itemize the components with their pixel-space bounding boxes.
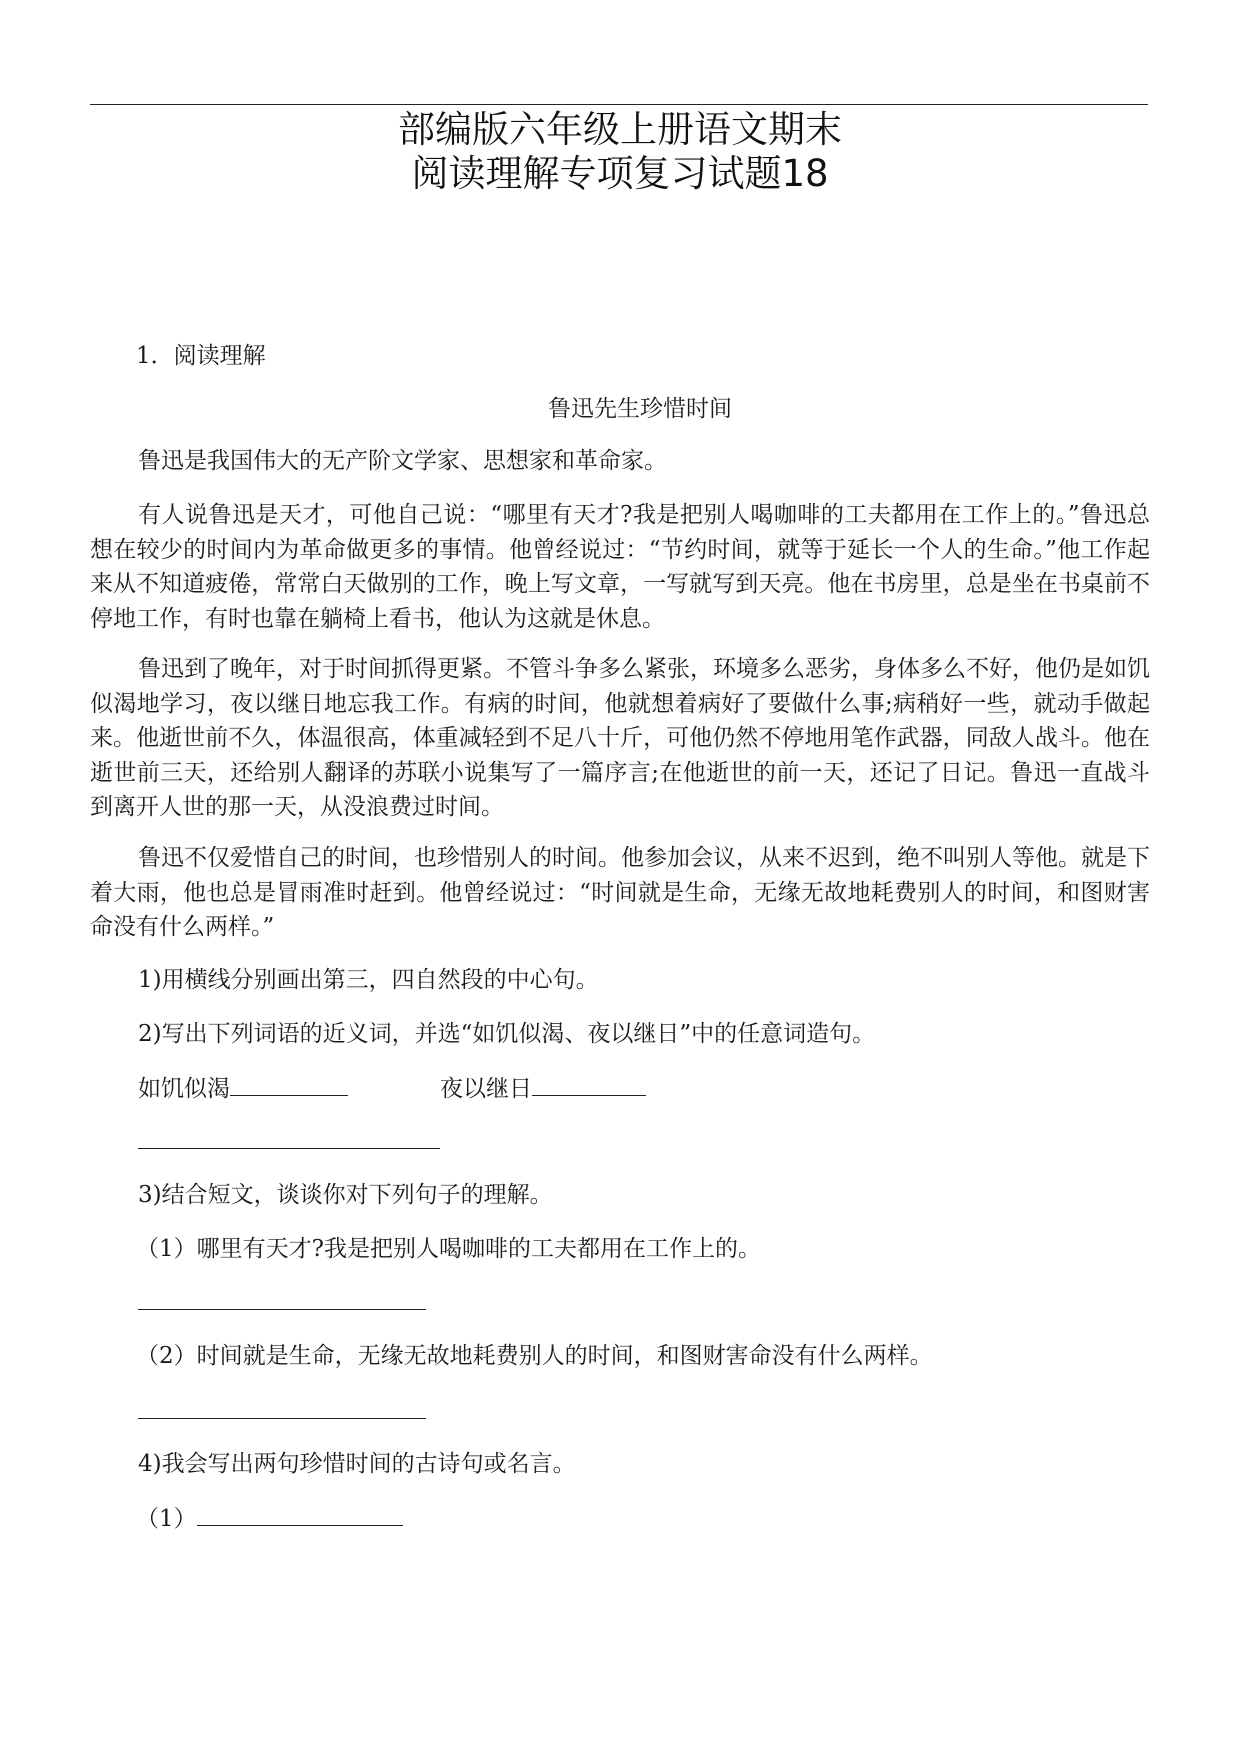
question-4: 4)我会写出两句珍惜时间的古诗句或名言。 — [138, 1451, 576, 1477]
passage-paragraph-4: 鲁迅不仅爱惜自己的时间，也珍惜别人的时间。他参加会议，从来不迟到，绝不叫别人等他。就是下着大雨，他也总是冒雨准时赶到。他曾经说过：“时间就是生命，无缘无故地耗费别人的时间，和图财害命没有什么两样。” — [90, 845, 1150, 940]
passage-paragraph-2: 有人说鲁迅是天才，可他自己说：“哪里有天才?我是把别人喝咖啡的工夫都用在工作上的。”鲁迅总想在较少的时间内为革命做更多的事情。他曾经说过：“节约时间，就等于延长一个人的生命。”他工作起来从不知道疲倦，常常白天做别的工作，晚上写文章，一写就写到天亮。他在书房里，总是坐在书桌前不停地工作，有时也靠在躺椅上看书，他认为这就是休息。 — [90, 502, 1150, 632]
question-4-sub-1 — [136, 1503, 403, 1534]
question-3-sub-1: （1）哪里有天才?我是把别人喝咖啡的工夫都用在工作上的。 — [136, 1236, 761, 1262]
section-heading — [136, 341, 266, 371]
question-2: 2)写出下列词语的近义词，并选“如饥似渴、夜以继日”中的任意词造句。 — [138, 1021, 876, 1047]
q3-sub-2-answer-blank[interactable] — [138, 1396, 426, 1419]
question-3: 3)结合短文，谈谈你对下列句子的理解。 — [138, 1182, 553, 1208]
q2-word-1 — [138, 1073, 348, 1104]
q2-word-2-answer-blank[interactable] — [532, 1073, 646, 1096]
q3-sub-1-answer-blank[interactable] — [138, 1287, 426, 1310]
q2-sentence-answer-blank[interactable] — [138, 1126, 440, 1149]
q2-word-2-label: 夜以继日 — [440, 1076, 532, 1102]
q4-sub-1-answer-blank[interactable] — [197, 1503, 403, 1526]
section-label: 阅读理解 — [173, 343, 266, 369]
page-title-line-1: 部编版六年级上册语文期末 — [398, 108, 842, 151]
q2-word-1-answer-blank[interactable] — [230, 1073, 348, 1096]
passage-paragraph-3: 鲁迅到了晚年，对于时间抓得更紧。不管斗争多么紧张，环境多么恶劣，身体多么不好，他仍是如饥似渴地学习，夜以继日地忘我工作。有病的时间，他就想着病好了要做什么事;病稍好一些，就动手做起来。他逝世前不久，体温很高，体重减轻到不足八十斤，可他仍然不停地用笔作武器，同敌人战斗。他在逝世前三天，还给别人翻译的苏联小说集写了一篇序言;在他逝世的前一天，还记了日记。鲁迅一直战斗到离开人世的那一天，从没浪费过时间。 — [90, 656, 1150, 820]
passage-paragraph-1: 鲁迅是我国伟大的无产阶文学家、思想家和革命家。 — [138, 448, 667, 474]
header-rule — [90, 104, 1148, 105]
q3-sub-2-answer-line — [138, 1396, 426, 1427]
question-3-sub-2: （2）时间就是生命，无缘无故地耗费别人的时间，和图财害命没有什么两样。 — [136, 1343, 933, 1369]
q2-sentence-line — [138, 1126, 440, 1157]
q3-sub-1-answer-line — [138, 1287, 426, 1318]
q4-sub-1-label: （1） — [136, 1506, 197, 1532]
page-title-line-2: 阅读理解专项复习试题18 — [411, 152, 829, 195]
question-1: 1)用横线分别画出第三，四自然段的中心句。 — [138, 967, 599, 993]
section-number: 1． — [136, 343, 174, 369]
q2-word-1-label: 如饥似渴 — [138, 1076, 230, 1102]
passage-title: 鲁迅先生珍惜时间 — [548, 396, 732, 422]
q2-word-2 — [440, 1073, 646, 1104]
